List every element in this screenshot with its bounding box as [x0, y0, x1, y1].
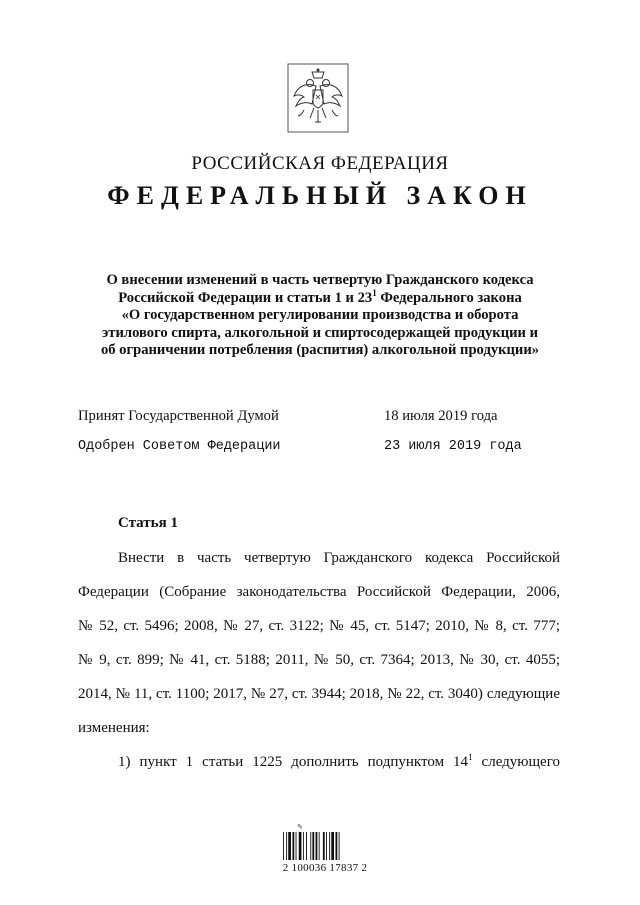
heading-line-3: «О государственном регулировании производства и оборота — [121, 307, 519, 324]
duma-label: Принят Государственной Думой — [78, 408, 279, 424]
body-line: № 52, ст. 5496; 2008, № 27, ст. 3122; № 45, ст. 5147; 2010, № 8, ст. 777; — [78, 618, 560, 634]
body-line: № 9, ст. 899; № 41, ст. 5188; 2011, № 50, ст. 7364; 2013, № 30, ст. 4055; — [78, 652, 560, 668]
superscript: 1 — [372, 287, 377, 298]
body-line: Федерации (Собрание законодательства Российской Федерации, 2006, — [78, 584, 560, 600]
body-line: Внести в часть четвертую Гражданского кодекса Российской — [118, 550, 560, 566]
barcode-number: 2 100036 17837 2 — [282, 862, 368, 874]
svg-text:✎: ✎ — [297, 823, 303, 831]
duma-adoption-row — [78, 408, 578, 425]
heading-line-1: О внесении изменений в часть четвертую Гражданского кодекса — [106, 272, 534, 288]
article-title: Статья 1 — [118, 515, 178, 531]
council-date: 23 июля 2019 года — [384, 439, 522, 454]
item-1-line: 1) пункт 1 статьи 1225 дополнить подпунктом $14^1$ следующего — [118, 752, 560, 770]
law-heading — [70, 272, 570, 360]
heading-line-2: Российской Федерации и статьи 1 и $23^1$ Федерального закона — [118, 287, 522, 306]
heading-line-4: этилового спирта, алкогольной и спиртосодержащей продукции и — [102, 324, 538, 341]
heading-line-5: об ограничении потребления (распития) алкогольной продукции» — [100, 342, 540, 359]
superscript: 1 — [468, 752, 473, 762]
council-label: Одобрен Советом Федерации — [78, 439, 281, 454]
body-line: 2014, № 11, ст. 1100; 2017, № 27, ст. 3944; 2018, № 22, ст. 3040) следующие — [78, 686, 560, 702]
council-approval-row — [78, 439, 578, 454]
coat-of-arms-icon — [286, 62, 350, 134]
body-line: изменения: — [78, 720, 150, 736]
country-name: РОССИЙСКАЯ ФЕДЕРАЦИЯ — [191, 153, 449, 174]
document-type-title: ФЕДЕРАЛЬНЫЙ ЗАКОН — [107, 181, 533, 210]
duma-date: 18 июля 2019 года — [384, 408, 498, 424]
article-body — [78, 548, 560, 786]
